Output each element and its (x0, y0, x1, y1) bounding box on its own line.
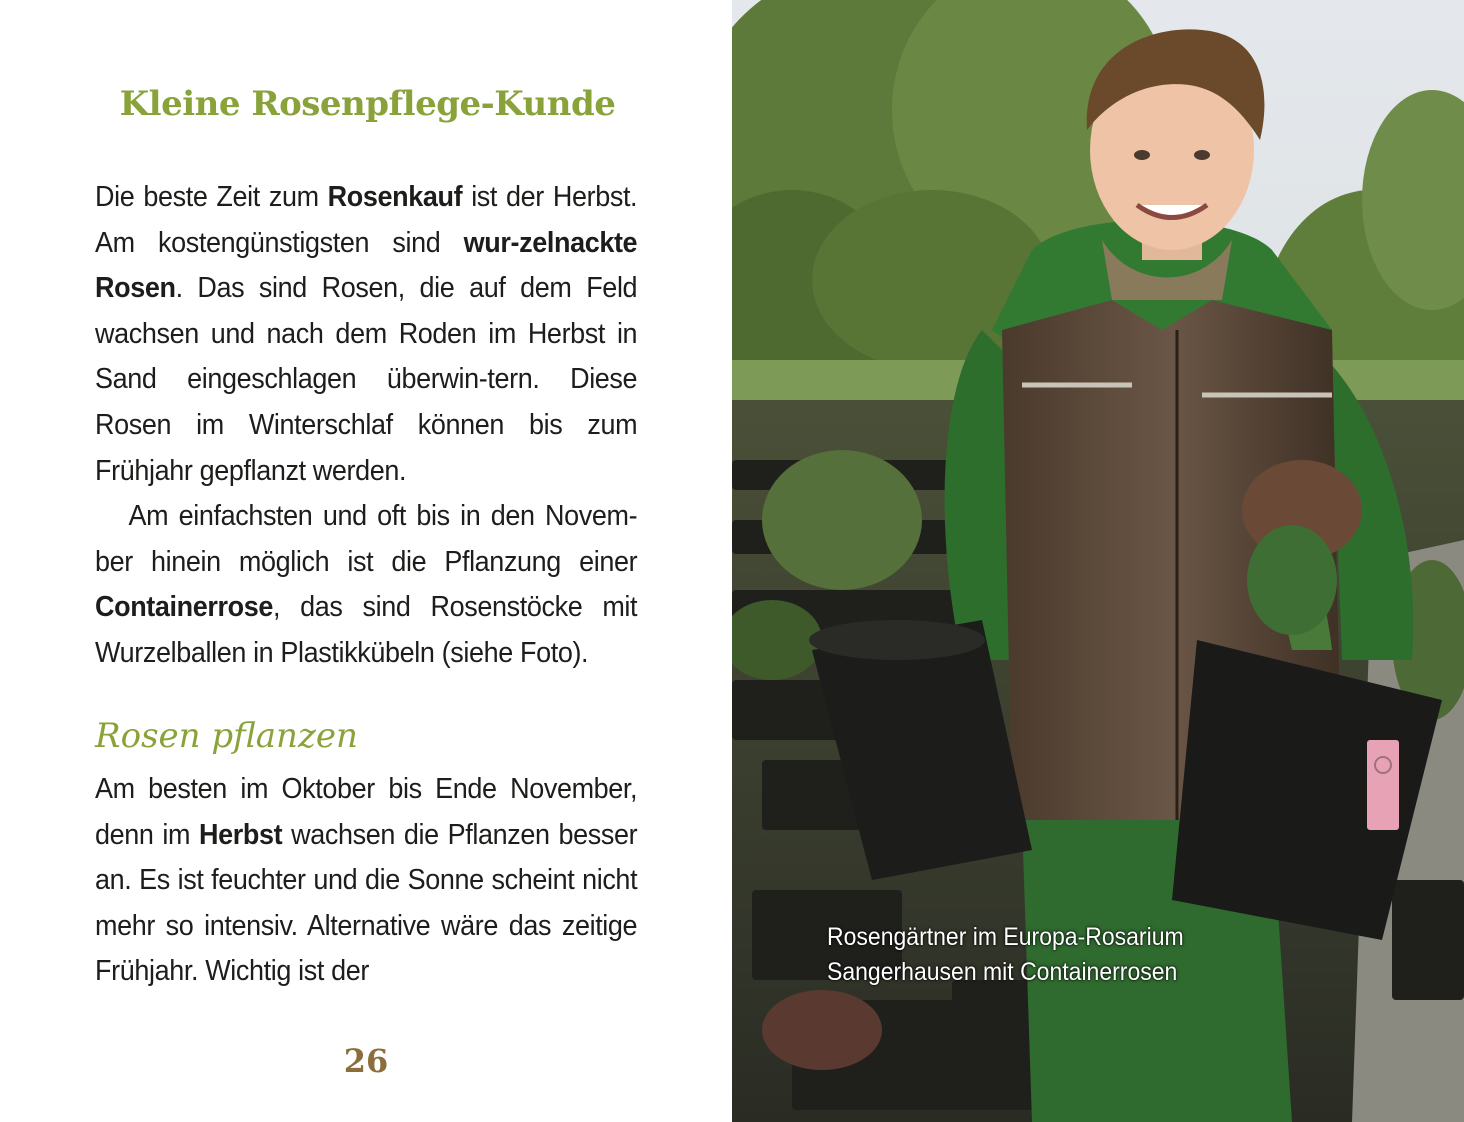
p3-text-2: wachsen die Pflanzen besser an. Es ist feuchter und die Sonne scheint nicht mehr so intensiv. Alternative wäre das zeitige Frühjahr. Wichtig ist der (95, 818, 638, 988)
caption-line-2: Sangerhausen mit Containerrosen (827, 958, 1178, 986)
p1-text-1: Die beste Zeit zum (95, 181, 328, 213)
paragraph-rosenkauf (95, 175, 637, 494)
p2-bold-containerrose: Containerrose (95, 591, 274, 624)
photo-caption (827, 920, 1184, 990)
p1-text-2: ist der Herbst. Am kostengünstigsten sind (95, 181, 638, 259)
subheading-rosen-pflanzen: Rosen pflanzen (95, 716, 358, 756)
p2-text-1: Am einfachsten und oft bis in den Novem-ber hinein möglich ist die Pflanzung einer (95, 500, 638, 578)
caption-line-1: Rosengärtner im Europa-Rosarium (827, 923, 1184, 951)
page-number: 26 (343, 1042, 389, 1080)
p3-bold-herbst: Herbst (199, 818, 283, 851)
paragraph-containerrose (95, 494, 637, 676)
p3-text-1: Am besten im Oktober bis Ende November, denn im (95, 773, 638, 851)
p2-text-2: , das sind Rosenstöcke mit Wurzelballen in Plastikkübeln (siehe Foto). (95, 591, 638, 669)
paragraph-pflanzen (95, 767, 637, 995)
p1-bold-rosenkauf: Rosenkauf (327, 181, 463, 213)
gardener-photo (732, 0, 1464, 1122)
p1-bold-wurzelnackte: wur-zelnackte Rosen (95, 226, 638, 305)
p1-text-3: . Das sind Rosen, die auf dem Feld wachsen und nach dem Roden im Herbst in Sand eingeschlagen überwin-tern. Diese Rosen im Winterschlaf können bis zum Frühjahr gepflanzt werden. (95, 272, 638, 487)
section-heading: Kleine Rosenpflege-Kunde (119, 84, 616, 124)
